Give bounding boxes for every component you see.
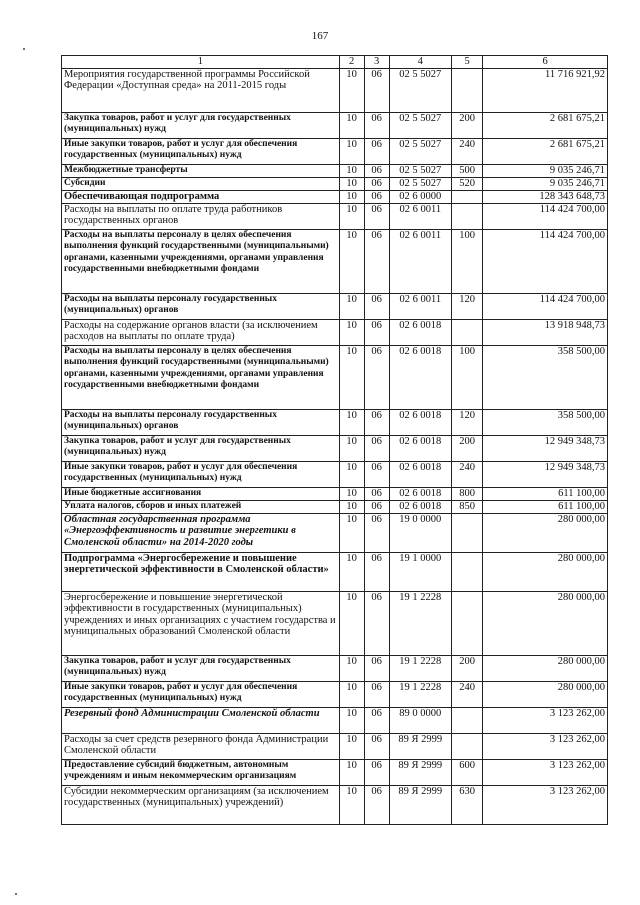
target-article-cell: 02 5 5027 [389, 164, 451, 177]
target-article-cell: 02 6 0018 [389, 435, 451, 461]
table-row [62, 707, 608, 733]
target-article-cell: 02 6 0018 [389, 461, 451, 487]
expense-type-cell: 520 [451, 177, 482, 190]
expense-type-cell: 800 [451, 487, 482, 500]
amount-cell: 280 000,00 [483, 552, 608, 591]
row-name-cell: Закупка товаров, работ и услуг для государственных (муниципальных) нужд [62, 112, 340, 138]
section-code-cell: 10 [339, 513, 364, 552]
amount-cell: 611 100,00 [483, 500, 608, 513]
table-row [62, 409, 608, 435]
table-row [62, 435, 608, 461]
row-name-cell: Подпрограмма «Энергосбережение и повышение энергетической эффективности в Смоленской области» [62, 552, 340, 591]
section-code-cell: 10 [339, 461, 364, 487]
row-name-cell: Обеспечивающая подпрограмма [62, 190, 340, 203]
scan-speck [15, 893, 17, 895]
section-code-cell: 10 [339, 164, 364, 177]
subsection-code-cell: 06 [364, 461, 389, 487]
amount-cell: 12 949 348,73 [483, 461, 608, 487]
subsection-code-cell: 06 [364, 513, 389, 552]
expense-type-cell [451, 513, 482, 552]
target-article-cell: 02 6 0018 [389, 487, 451, 500]
row-name-cell: Иные бюджетные ассигнования [62, 487, 340, 500]
section-code-cell: 10 [339, 138, 364, 164]
table-row [62, 177, 608, 190]
section-code-cell: 10 [339, 409, 364, 435]
subsection-code-cell: 06 [364, 552, 389, 591]
table-row [62, 513, 608, 552]
row-name-cell: Уплата налогов, сборов и иных платежей [62, 500, 340, 513]
expense-type-cell: 600 [451, 759, 482, 785]
table-row [62, 138, 608, 164]
table-row [62, 112, 608, 138]
expense-type-cell: 500 [451, 164, 482, 177]
row-name-cell: Областная государственная программа «Энергоэффективность и развитие энергетики в Смоленской области» на 2014-2020 годы [62, 513, 340, 552]
target-article-cell: 89 Я 2999 [389, 785, 451, 824]
column-header: 5 [451, 56, 482, 69]
table-row [62, 487, 608, 500]
row-name-cell: Расходы на содержание органов власти (за исключением расходов на выплаты по оплате труда) [62, 319, 340, 345]
table-row [62, 552, 608, 591]
section-code-cell: 10 [339, 190, 364, 203]
subsection-code-cell: 06 [364, 203, 389, 229]
target-article-cell: 89 Я 2999 [389, 759, 451, 785]
amount-cell: 2 681 675,21 [483, 112, 608, 138]
column-header: 6 [483, 56, 608, 69]
expense-type-cell: 120 [451, 409, 482, 435]
table-row [62, 733, 608, 759]
expense-type-cell [451, 707, 482, 733]
target-article-cell: 02 5 5027 [389, 177, 451, 190]
table-row [62, 655, 608, 681]
section-code-cell: 10 [339, 229, 364, 293]
amount-cell: 114 424 700,00 [483, 229, 608, 293]
section-code-cell: 10 [339, 500, 364, 513]
column-header: 4 [389, 56, 451, 69]
target-article-cell: 19 0 0000 [389, 513, 451, 552]
amount-cell: 280 000,00 [483, 655, 608, 681]
table-row [62, 293, 608, 319]
section-code-cell: 10 [339, 68, 364, 112]
amount-cell: 2 681 675,21 [483, 138, 608, 164]
expense-type-cell: 850 [451, 500, 482, 513]
expense-type-cell [451, 733, 482, 759]
amount-cell: 3 123 262,00 [483, 759, 608, 785]
column-header: 3 [364, 56, 389, 69]
subsection-code-cell: 06 [364, 190, 389, 203]
section-code-cell: 10 [339, 655, 364, 681]
amount-cell: 114 424 700,00 [483, 203, 608, 229]
table-row [62, 229, 608, 293]
subsection-code-cell: 06 [364, 112, 389, 138]
section-code-cell: 10 [339, 345, 364, 409]
subsection-code-cell: 06 [364, 707, 389, 733]
row-name-cell: Иные закупки товаров, работ и услуг для обеспечения государственных (муниципальных) нужд [62, 461, 340, 487]
section-code-cell: 10 [339, 759, 364, 785]
amount-cell: 12 949 348,73 [483, 435, 608, 461]
section-code-cell: 10 [339, 681, 364, 707]
subsection-code-cell: 06 [364, 293, 389, 319]
subsection-code-cell: 06 [364, 68, 389, 112]
subsection-code-cell: 06 [364, 138, 389, 164]
row-name-cell: Расходы на выплаты по оплате труда работников государственных органов [62, 203, 340, 229]
amount-cell: 280 000,00 [483, 681, 608, 707]
target-article-cell: 89 0 0000 [389, 707, 451, 733]
amount-cell: 11 716 921,92 [483, 68, 608, 112]
row-name-cell: Резервный фонд Администрации Смоленской области [62, 707, 340, 733]
target-article-cell: 02 5 5027 [389, 112, 451, 138]
subsection-code-cell: 06 [364, 681, 389, 707]
table-row [62, 785, 608, 824]
section-code-cell: 10 [339, 487, 364, 500]
expense-type-cell [451, 591, 482, 655]
target-article-cell: 19 1 2228 [389, 591, 451, 655]
target-article-cell: 02 6 0018 [389, 345, 451, 409]
expense-type-cell: 100 [451, 229, 482, 293]
subsection-code-cell: 06 [364, 319, 389, 345]
amount-cell: 13 918 948,73 [483, 319, 608, 345]
row-name-cell: Иные закупки товаров, работ и услуг для обеспечения государственных (муниципальных) нужд [62, 681, 340, 707]
expense-type-cell: 200 [451, 435, 482, 461]
table-row [62, 203, 608, 229]
amount-cell: 9 035 246,71 [483, 177, 608, 190]
amount-cell: 3 123 262,00 [483, 785, 608, 824]
row-name-cell: Расходы на выплаты персоналу государственных (муниципальных) органов [62, 293, 340, 319]
section-code-cell: 10 [339, 785, 364, 824]
target-article-cell: 02 6 0018 [389, 319, 451, 345]
table-row [62, 759, 608, 785]
amount-cell: 9 035 246,71 [483, 164, 608, 177]
column-header: 1 [62, 56, 340, 69]
subsection-code-cell: 06 [364, 229, 389, 293]
table-row [62, 319, 608, 345]
amount-cell: 280 000,00 [483, 591, 608, 655]
expense-type-cell: 630 [451, 785, 482, 824]
section-code-cell: 10 [339, 591, 364, 655]
expense-type-cell [451, 319, 482, 345]
expense-type-cell: 200 [451, 655, 482, 681]
amount-cell: 3 123 262,00 [483, 733, 608, 759]
amount-cell: 114 424 700,00 [483, 293, 608, 319]
row-name-cell: Энергосбережение и повышение энергетической эффективности в государственных (муниципальных) учреждениях и иных организациях с участием государства и муниципальных образований Смоленской области [62, 591, 340, 655]
row-name-cell: Иные закупки товаров, работ и услуг для обеспечения государственных (муниципальных) нужд [62, 138, 340, 164]
table-row [62, 681, 608, 707]
section-code-cell: 10 [339, 203, 364, 229]
table-row [62, 345, 608, 409]
row-name-cell: Расходы на выплаты персоналу государственных (муниципальных) органов [62, 409, 340, 435]
table-row [62, 164, 608, 177]
target-article-cell: 02 5 5027 [389, 68, 451, 112]
table-row [62, 68, 608, 112]
expense-type-cell [451, 190, 482, 203]
target-article-cell: 02 6 0011 [389, 293, 451, 319]
target-article-cell: 02 6 0011 [389, 203, 451, 229]
target-article-cell: 19 1 2228 [389, 655, 451, 681]
row-name-cell: Расходы на выплаты персоналу в целях обеспечения выполнения функций государственными (муниципальными) органами, казенными учреждениями, органами управления государственными внебюджетными фондами [62, 229, 340, 293]
row-name-cell: Мероприятия государственной программы Российской Федерации «Доступная среда» на 2011-2015 годы [62, 68, 340, 112]
amount-cell: 358 500,00 [483, 409, 608, 435]
subsection-code-cell: 06 [364, 409, 389, 435]
subsection-code-cell: 06 [364, 487, 389, 500]
subsection-code-cell: 06 [364, 591, 389, 655]
section-code-cell: 10 [339, 112, 364, 138]
row-name-cell: Закупка товаров, работ и услуг для государственных (муниципальных) нужд [62, 435, 340, 461]
subsection-code-cell: 06 [364, 435, 389, 461]
section-code-cell: 10 [339, 319, 364, 345]
subsection-code-cell: 06 [364, 785, 389, 824]
subsection-code-cell: 06 [364, 500, 389, 513]
expense-type-cell: 240 [451, 138, 482, 164]
table-row [62, 500, 608, 513]
expense-type-cell: 100 [451, 345, 482, 409]
table-row [62, 461, 608, 487]
target-article-cell: 02 6 0018 [389, 500, 451, 513]
table-row [62, 591, 608, 655]
expense-type-cell [451, 552, 482, 591]
target-article-cell: 02 6 0018 [389, 409, 451, 435]
amount-cell: 358 500,00 [483, 345, 608, 409]
budget-table [61, 55, 608, 825]
scan-speck [23, 48, 25, 50]
amount-cell: 3 123 262,00 [483, 707, 608, 733]
subsection-code-cell: 06 [364, 733, 389, 759]
expense-type-cell: 240 [451, 461, 482, 487]
target-article-cell: 19 1 0000 [389, 552, 451, 591]
expense-type-cell [451, 203, 482, 229]
target-article-cell: 02 5 5027 [389, 138, 451, 164]
row-name-cell: Межбюджетные трансферты [62, 164, 340, 177]
row-name-cell: Предоставление субсидий бюджетным, автономным учреждениям и иным некоммерческим организациям [62, 759, 340, 785]
section-code-cell: 10 [339, 707, 364, 733]
section-code-cell: 10 [339, 435, 364, 461]
amount-cell: 128 343 648,73 [483, 190, 608, 203]
row-name-cell: Субсидии некоммерческим организациям (за исключением государственных (муниципальных) учреждений) [62, 785, 340, 824]
target-article-cell: 02 6 0011 [389, 229, 451, 293]
target-article-cell: 89 Я 2999 [389, 733, 451, 759]
section-code-cell: 10 [339, 733, 364, 759]
subsection-code-cell: 06 [364, 177, 389, 190]
expense-type-cell: 240 [451, 681, 482, 707]
section-code-cell: 10 [339, 177, 364, 190]
table-header-row [62, 56, 608, 69]
subsection-code-cell: 06 [364, 345, 389, 409]
expense-type-cell [451, 68, 482, 112]
subsection-code-cell: 06 [364, 164, 389, 177]
row-name-cell: Расходы за счет средств резервного фонда Администрации Смоленской области [62, 733, 340, 759]
column-header: 2 [339, 56, 364, 69]
row-name-cell: Закупка товаров, работ и услуг для государственных (муниципальных) нужд [62, 655, 340, 681]
row-name-cell: Расходы на выплаты персоналу в целях обеспечения выполнения функций государственными (муниципальными) органами, казенными учреждениями, органами управления государственными внебюджетными фондами [62, 345, 340, 409]
expense-type-cell: 200 [451, 112, 482, 138]
row-name-cell: Субсидии [62, 177, 340, 190]
target-article-cell: 02 6 0000 [389, 190, 451, 203]
subsection-code-cell: 06 [364, 759, 389, 785]
target-article-cell: 19 1 2228 [389, 681, 451, 707]
table-row [62, 190, 608, 203]
amount-cell: 611 100,00 [483, 487, 608, 500]
page-number: 167 [311, 30, 329, 42]
section-code-cell: 10 [339, 293, 364, 319]
table-body [62, 68, 608, 824]
subsection-code-cell: 06 [364, 655, 389, 681]
section-code-cell: 10 [339, 552, 364, 591]
amount-cell: 280 000,00 [483, 513, 608, 552]
expense-type-cell: 120 [451, 293, 482, 319]
